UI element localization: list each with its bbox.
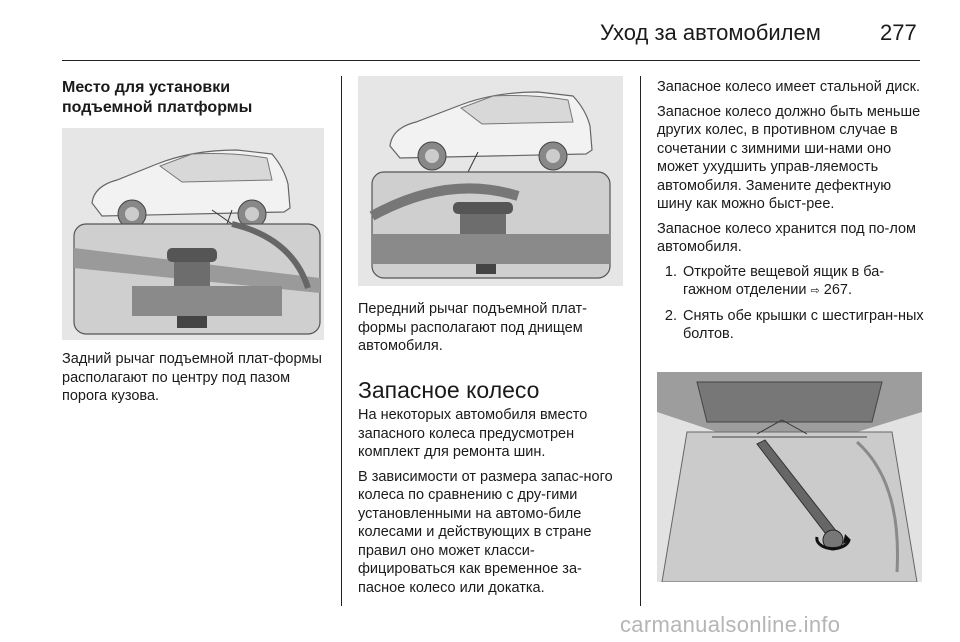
paragraph: Запасное колесо имеет стальной диск.	[657, 79, 921, 95]
page-ref[interactable]: 267.	[823, 282, 852, 298]
paragraph: Запасное колесо должно быть меньше других колес, в противном случае в сочетании с зимними ши-нами оно может ухудшить управ-ляемость автомобиля. Замените дефектную шину как можно быст-рее.	[657, 103, 921, 212]
caption-text: Задний рычаг подъемной плат-формы располагают по центру под пазом порога кузова.	[62, 351, 322, 404]
trunk-floor-bolt-illustration	[657, 372, 922, 582]
steps-list	[657, 263, 925, 344]
right-arrow-ref-icon[interactable]: ⇨	[810, 285, 820, 297]
paragraph: Запасное колесо хранится под по-лом автомобиля.	[657, 220, 917, 255]
section-heading-lift-point	[62, 78, 324, 118]
caption-text: Передний рычаг подъемной плат-формы располагают под днищем автомобиля.	[358, 301, 587, 354]
front-lift-caption	[358, 300, 623, 356]
heading-line: подъемной платформы	[62, 99, 253, 116]
rear-lift-caption	[62, 350, 324, 406]
step-text: Снять обе крышки с шестигран-ных болтов.	[683, 307, 924, 342]
paragraph: В зависимости от размера запас-ного колеса по сравнению с дру-гими установленными на автомо-биле колесами и действующих в стране правил оно может класси-фицироваться как временное за-пасное колесо или докатка.	[358, 468, 613, 596]
column-divider	[341, 76, 342, 606]
front-lift-arm-illustration	[358, 76, 623, 286]
rear-lift-arm-illustration	[62, 128, 324, 340]
page-number: 277	[880, 20, 917, 45]
spare-wheel-section	[358, 376, 623, 597]
spare-wheel-info	[657, 78, 925, 344]
page-header-title: Уход за автомобилем	[600, 20, 821, 45]
step-number: 1.	[664, 263, 677, 280]
watermark: carmanualsonline.info	[620, 612, 841, 637]
list-item	[657, 263, 925, 301]
step-number: 2.	[664, 307, 677, 324]
step-text: Откройте вещевой ящик в ба-гажном отделении	[683, 263, 885, 298]
step-text-wrapper	[683, 263, 925, 301]
section-title: Запасное колесо	[358, 377, 540, 403]
header-divider	[62, 60, 920, 61]
heading-line: Место для установки	[62, 79, 231, 96]
paragraph: На некоторых автомобиля вместо запасного колеса предусмотрен комплект для ремонта шин.	[358, 407, 588, 460]
list-item	[657, 307, 925, 344]
column-divider	[640, 76, 641, 606]
